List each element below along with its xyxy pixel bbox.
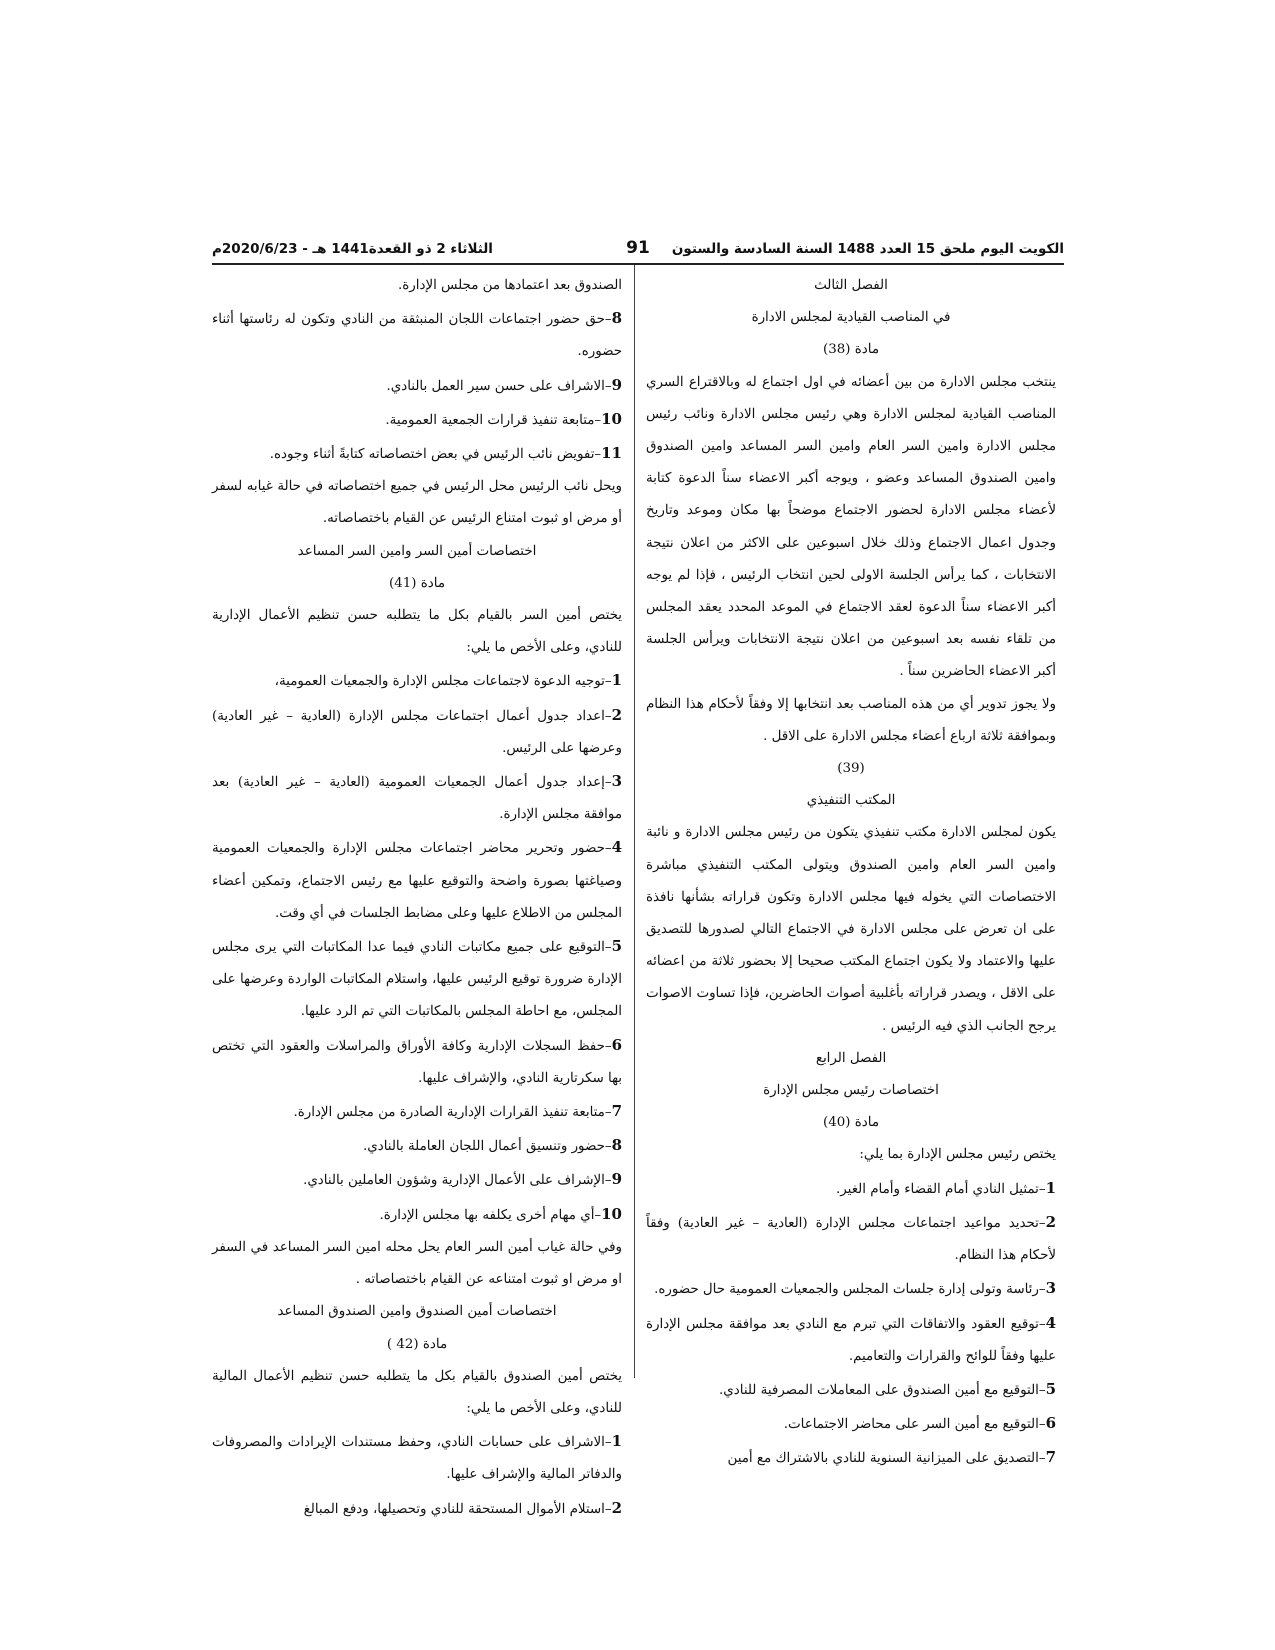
item-number: 7 bbox=[1045, 1448, 1056, 1467]
item-number: 5 bbox=[1045, 1379, 1056, 1398]
item-number: 4 bbox=[1045, 1313, 1056, 1332]
section-heading: (39) bbox=[837, 761, 865, 777]
item-text: –تفويض نائب الرئيس في بعض اختصاصاته كتابةً أثناء وجوده. bbox=[269, 447, 602, 463]
list-item bbox=[646, 1307, 1056, 1373]
list-item bbox=[212, 699, 622, 765]
item-number: 3 bbox=[611, 772, 622, 791]
list-item bbox=[212, 664, 622, 698]
section-heading: مادة (38) bbox=[823, 342, 879, 358]
paragraph: يختص أمين الصندوق بالقيام بكل ما يتطلبه حسن تنظيم الأعمال المالية للنادي، وعلى الأخص ما يلي: bbox=[212, 1368, 622, 1416]
paragraph: وفي حالة غياب أمين السر العام يحل محله امين السر المساعد في السفر او مرض او ثبوت امتناعه عن القيام باختصاصاته . bbox=[212, 1239, 622, 1288]
item-number: 1 bbox=[1045, 1178, 1056, 1197]
list-item bbox=[212, 1492, 622, 1526]
item-text: –إعداد جدول أعمال الجمعيات العمومية (العادية – غير العادية) بعد موافقة مجلس الإدارة. bbox=[212, 775, 622, 823]
list-item bbox=[212, 1163, 622, 1197]
list-item bbox=[212, 369, 622, 403]
item-text: –التوقيع مع أمين الصندوق على المعاملات المصرفية للنادي. bbox=[719, 1382, 1046, 1398]
item-text: –تحديد مواعيد اجتماعات مجلس الإدارة (العادية – غير العادية) وفقاً لأحكام هذا النظام. bbox=[646, 1215, 1056, 1264]
right-column bbox=[646, 270, 1056, 1476]
header-rule bbox=[212, 263, 1064, 265]
item-text: –تمثيل النادي أمام القضاء وأمام الغير. bbox=[836, 1181, 1046, 1197]
gazette-date: الثلاثاء 2 ذو القعدة1441 هـ - 2020/6/23م bbox=[212, 241, 493, 257]
item-text: –التصديق على الميزانية السنوية للنادي بالاشتراك مع أمين bbox=[727, 1451, 1046, 1467]
list-item bbox=[212, 831, 622, 930]
item-number: 7 bbox=[611, 1102, 622, 1121]
item-text: –التوقيع على جميع مكاتبات النادي فيما عدا المكاتبات التي يرى مجلس الإدارة ضرورة توقيع الرئيس عليها، واستلام المكاتبات الواردة وعرضها على المجلس، مع احاطة المجلس بالمكاتبات التي تم الرد عليها. bbox=[212, 940, 622, 1020]
list-item bbox=[212, 765, 622, 831]
section-heading: اختصاصات أمين السر وامين السر المساعد bbox=[297, 543, 537, 559]
list-item bbox=[646, 1172, 1056, 1206]
paragraph: ينتخب مجلس الادارة من بين أعضائه في اول اجتماع له وبالاقتراع السري المناصب القيادية لمجلس الادارة وهي رئيس مجلس الادارة ونائب رئيس مجلس الادارة وامين السر العام وامين السر المساعد وامين الصندوق وامين الصندوق المساعد وعضو ، ويوجه أكبر الاعضاء سناً الدعوة كتابة لأعضاء مجلس الادارة لحضور الاجتماع موضحاً بها مكان وموعد وتاريخ وجدول اعمال الاجتماع وذلك خلال اسبوعين على الاكثر من اعلان نتيجة الانتخابات ، كما يرأس الجلسة الاولى لحين انتخاب الرئيس ، فإذا لم يوجه أكبر الاعضاء سناً الدعوة لعقد الاجتماع في الموعد المحدد يعقد المجلس من تلقاء نفسه بعد اسبوعين من اعلان نتيجة الانتخابات ويرأس الجلسة أكبر الاعضاء الحاضرين سناً . bbox=[646, 374, 1056, 680]
list-item bbox=[212, 1198, 622, 1232]
item-text: –حضور وتنسيق أعمال اللجان العاملة بالنادي. bbox=[363, 1139, 612, 1155]
section-heading: اختصاصات أمين الصندوق وامين الصندوق المساعد bbox=[277, 1304, 557, 1320]
page-number: 91 bbox=[626, 238, 650, 258]
item-text: –حق حضور اجتماعات اللجان المنبثقة من النادي وتكون له رئاستها أثناء حضوره. bbox=[212, 312, 622, 360]
item-text: –استلام الأموال المستحقة للنادي وتحصيلها، ودفع المبالغ bbox=[303, 1501, 612, 1517]
item-number: 3 bbox=[1045, 1279, 1056, 1298]
section-heading: مادة (40) bbox=[823, 1115, 879, 1131]
item-text: –الاشراف على حسن سير العمل بالنادي. bbox=[386, 378, 612, 394]
list-item bbox=[212, 302, 622, 368]
paragraph: ويحل نائب الرئيس محل الرئيس في جميع اختصاصاته في حالة غيابه لسفر أو مرض او ثبوت امتناع الرئيس عن القيام باختصاصاته. bbox=[212, 479, 622, 527]
section-heading: اختصاصات رئيس مجلس الإدارة bbox=[763, 1083, 939, 1099]
list-item bbox=[646, 1441, 1056, 1475]
list-item bbox=[646, 1407, 1056, 1441]
item-text: –اعداد جدول أعمال اجتماعات مجلس الإدارة (العادية – غير العادية) وعرضها على الرئيس. bbox=[212, 708, 622, 756]
item-text: –الاشراف على حسابات النادي، وحفظ مستندات الإيرادات والمصروفات والدفاتر المالية والإشراف عليها. bbox=[212, 1435, 622, 1483]
item-number: 2 bbox=[611, 705, 622, 724]
list-item bbox=[212, 1425, 622, 1491]
list-item bbox=[212, 437, 622, 471]
list-item bbox=[646, 1373, 1056, 1407]
paragraph: ولا يجوز تدوير أي من هذه المناصب بعد انتخابها إلا وفقاً لأحكام هذا النظام وبموافقة ثلاثة ارباع أعضاء مجلس الادارة على الاقل . bbox=[646, 696, 1056, 744]
item-text: –رئاسة وتولى إدارة جلسات المجلس والجمعيات العمومية حال حضوره. bbox=[654, 1282, 1046, 1298]
item-number: 2 bbox=[611, 1498, 622, 1517]
section-heading: في المناصب القيادية لمجلس الادارة bbox=[751, 310, 951, 326]
section-heading: الفصل الرابع bbox=[815, 1050, 887, 1066]
gazette-issue-info: الكويت اليوم ملحق 15 العدد 1488 السنة السادسة والستون bbox=[671, 241, 1064, 257]
item-text: –حضور وتحرير محاضر اجتماعات مجلس الإدارة والجمعيات العمومية وصياغتها بصورة واضحة والتوقيع عليها مع رئيس الاجتماع، وتمكين أعضاء المجلس من الاطلاع عليها وعلى مضابط الجلسات في أي وقت. bbox=[212, 841, 622, 921]
item-number: 10 bbox=[601, 409, 622, 428]
section-heading: الفصل الثالث bbox=[814, 278, 888, 293]
item-text: –حفظ السجلات الإدارية وكافة الأوراق والمراسلات والعقود التي تختص بها سكرتارية النادي، والإشراف عليها. bbox=[212, 1038, 622, 1086]
item-text: –التوقيع مع أمين السر على محاضر الاجتماعات. bbox=[783, 1417, 1046, 1433]
item-number: 6 bbox=[1045, 1414, 1056, 1433]
item-text: –أي مهام أخرى يكلفه بها مجلس الإدارة. bbox=[379, 1207, 602, 1223]
item-text: –متابعة تنفيذ قرارات الجمعية العمومية. bbox=[385, 412, 602, 428]
item-number: 11 bbox=[601, 444, 622, 463]
list-item bbox=[646, 1272, 1056, 1306]
item-number: 6 bbox=[611, 1035, 622, 1054]
list-item bbox=[646, 1206, 1056, 1272]
item-number: 4 bbox=[611, 838, 622, 857]
list-item bbox=[212, 403, 622, 437]
paragraph: الصندوق بعد اعتمادها من مجلس الإدارة. bbox=[398, 278, 622, 293]
item-text: –توجيه الدعوة لاجتماعات مجلس الإدارة والجمعيات العمومية، bbox=[274, 674, 612, 690]
item-text: –توقيع العقود والاتفاقات التي تبرم مع النادي بعد موافقة مجلس الإدارة عليها وفقاً للوائح والقرارات والتعاميم. bbox=[646, 1316, 1056, 1364]
paragraph: يكون لمجلس الادارة مكتب تنفيذي يتكون من رئيس مجلس الادارة و نائبة وامين السر العام وامين الصندوق ويتولى المكتب التنفيذي مباشرة الاختصاصات التي يخوله فيها مجلس الادارة وتكون قراراته بشأنها نافذة على ان تعرض على مجلس الادارة في الاجتماع التالي لصدورها للتصديق عليها والاعتماد ولا يكون اجتماع المكتب صحيحا إلا بحضور ثلاثة من اعضائه على الاقل ، ويصدر قراراته بأغلبية أصوات الحاضرين، فإذا تساوت الاصوات يرجح الجانب الذي فيه الرئيس . bbox=[646, 825, 1056, 1034]
item-number: 9 bbox=[611, 375, 622, 394]
paragraph: يختص رئيس مجلس الإدارة بما يلي: bbox=[859, 1147, 1056, 1163]
column-divider bbox=[634, 265, 635, 1378]
item-number: 2 bbox=[1045, 1212, 1056, 1231]
item-text: –الإشراف على الأعمال الإدارية وشؤون العاملين بالنادي. bbox=[303, 1173, 612, 1189]
item-text: –متابعة تنفيذ القرارات الإدارية الصادرة من مجلس الإدارة. bbox=[293, 1105, 612, 1121]
item-number: 9 bbox=[611, 1170, 622, 1189]
page-header bbox=[212, 238, 1064, 262]
item-number: 5 bbox=[611, 937, 622, 956]
item-number: 1 bbox=[611, 1432, 622, 1451]
section-heading: المكتب التنفيذي bbox=[806, 793, 896, 809]
section-heading: مادة (41) bbox=[389, 575, 445, 591]
list-item bbox=[212, 1129, 622, 1163]
item-number: 8 bbox=[611, 309, 622, 328]
item-number: 8 bbox=[611, 1136, 622, 1155]
paragraph: يختص أمين السر بالقيام بكل ما يتطلبه حسن تنظيم الأعمال الإدارية للنادي، وعلى الأخص ما يلي: bbox=[212, 608, 622, 656]
list-item bbox=[212, 1029, 622, 1095]
list-item bbox=[212, 930, 622, 1029]
section-heading: مادة (42 ) bbox=[386, 1336, 448, 1352]
left-column bbox=[212, 270, 622, 1526]
list-item bbox=[212, 1095, 622, 1129]
item-number: 1 bbox=[611, 671, 622, 690]
item-number: 10 bbox=[601, 1204, 622, 1223]
